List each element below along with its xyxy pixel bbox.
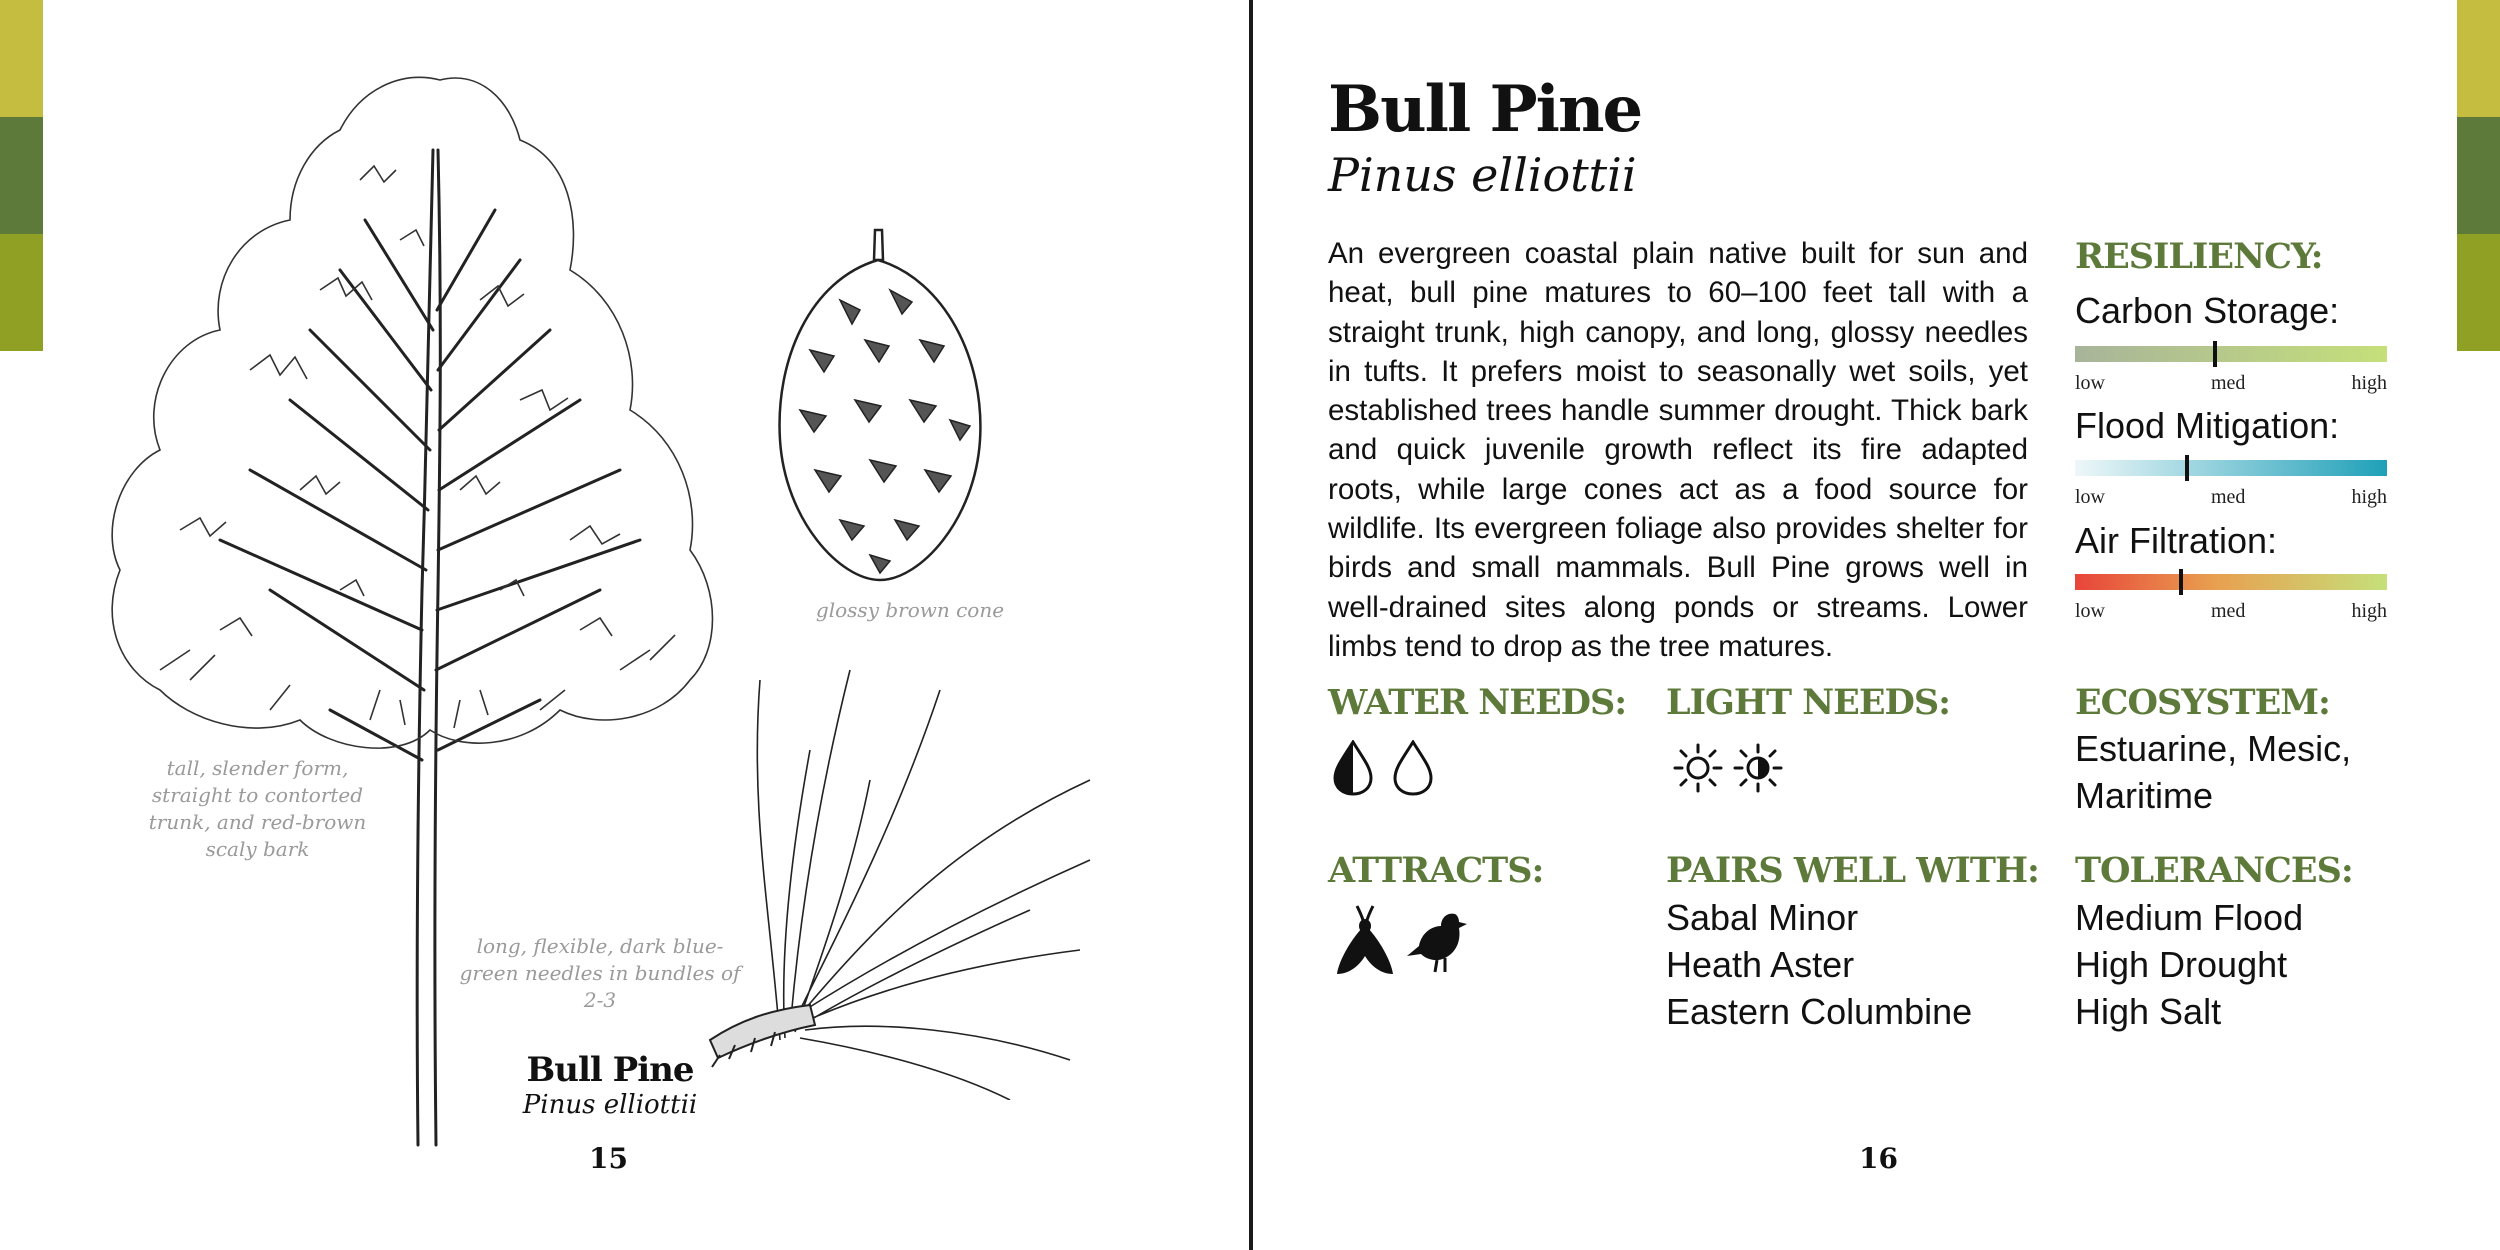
pairs-well-with-list — [1666, 894, 1972, 1035]
page-subtitle: Pinus elliottii — [1328, 148, 1637, 202]
carbon-storage-label: Carbon Storage: — [2075, 290, 2340, 331]
air-filtration-label: Air Filtration: — [2075, 520, 2278, 561]
right-page — [1253, 0, 2500, 1250]
partial-sun-icon — [1733, 743, 1783, 793]
list-item: Medium Flood — [2075, 897, 2304, 938]
list-item: High Drought — [2075, 944, 2288, 985]
scale-low: low — [2075, 600, 2105, 622]
needles-caption: long, flexible, dark blue-green needles in bundles of 2-3 — [459, 934, 741, 1012]
scale-med: med — [2211, 372, 2246, 394]
scale-med: med — [2211, 486, 2246, 508]
page-title: Bull Pine — [1328, 72, 1642, 147]
species-description: An evergreen coastal plain native built for sun and heat, bull pine matures to 60–100 feet tall with a straight trunk, high canopy, and long, glossy needles in tufts. It prefers moist to seasonally wet soils, yet established trees handle summer drought. Thick bark and quick juvenile growth reflect its fire adapted roots, while large cones act as a food source for wildlife. Its evergreen foliage also provides shelter for birds and small mammals. Bull Pine grows well in well-drained sites along ponds or streams. Lower limbs tend to drop as the tree matures. — [1328, 237, 2028, 663]
air-filtration-marker — [2179, 569, 2183, 595]
full-sun-icon — [1673, 743, 1723, 793]
scale-med: med — [2211, 600, 2246, 622]
list-item: Heath Aster — [1666, 944, 1855, 985]
tree-form-caption: tall, slender form, straight to contorted trunk, and red-brown scaly bark — [148, 756, 367, 861]
scale-high: high — [2351, 486, 2387, 508]
scale-low: low — [2075, 372, 2105, 394]
air-filtration-bar — [2075, 574, 2387, 590]
tolerances-heading: TOLERANCES: — [2075, 850, 2353, 891]
pine-needles-illustration — [700, 660, 1100, 1100]
carbon-storage-marker — [2213, 341, 2217, 367]
left-page — [0, 0, 1249, 1250]
half-water-drop-icon — [1333, 740, 1373, 796]
pairs-well-with-heading: PAIRS WELL WITH: — [1666, 850, 2039, 891]
plate-scientific-name: Pinus elliottii — [522, 1090, 698, 1120]
ecosystem-values — [2075, 725, 2351, 819]
moth-icon — [1335, 900, 1395, 978]
pine-cone-illustration — [770, 220, 990, 590]
carbon-storage-bar — [2075, 346, 2387, 362]
bird-icon — [1405, 904, 1475, 974]
tolerances-list — [2075, 894, 2303, 1035]
scale-high: high — [2351, 372, 2387, 394]
scale-low: low — [2075, 486, 2105, 508]
list-item: High Salt — [2075, 991, 2222, 1032]
cone-caption: glossy brown cone — [815, 598, 1005, 622]
ecosystem-heading: ECOSYSTEM: — [2075, 682, 2330, 723]
attracts-heading: ATTRACTS: — [1328, 850, 1544, 891]
resiliency-heading: RESILIENCY: — [2075, 236, 2323, 277]
flood-mitigation-label: Flood Mitigation: — [2075, 405, 2340, 446]
list-item: Sabal Minor — [1666, 897, 1859, 938]
flood-mitigation-marker — [2185, 455, 2189, 481]
right-page-number: 16 — [1859, 1142, 1898, 1175]
list-item: Eastern Columbine — [1666, 991, 1973, 1032]
light-needs-heading: LIGHT NEEDS: — [1666, 682, 1951, 723]
empty-water-drop-icon — [1393, 740, 1433, 796]
water-needs-heading: WATER NEEDS: — [1328, 682, 1627, 723]
left-page-number: 15 — [589, 1142, 628, 1175]
ecosystem-line: Maritime — [2075, 775, 2214, 816]
flood-mitigation-bar — [2075, 460, 2387, 476]
scale-high: high — [2351, 600, 2387, 622]
plate-common-name: Bull Pine — [526, 1050, 694, 1090]
ecosystem-line: Estuarine, Mesic, — [2075, 728, 2352, 769]
